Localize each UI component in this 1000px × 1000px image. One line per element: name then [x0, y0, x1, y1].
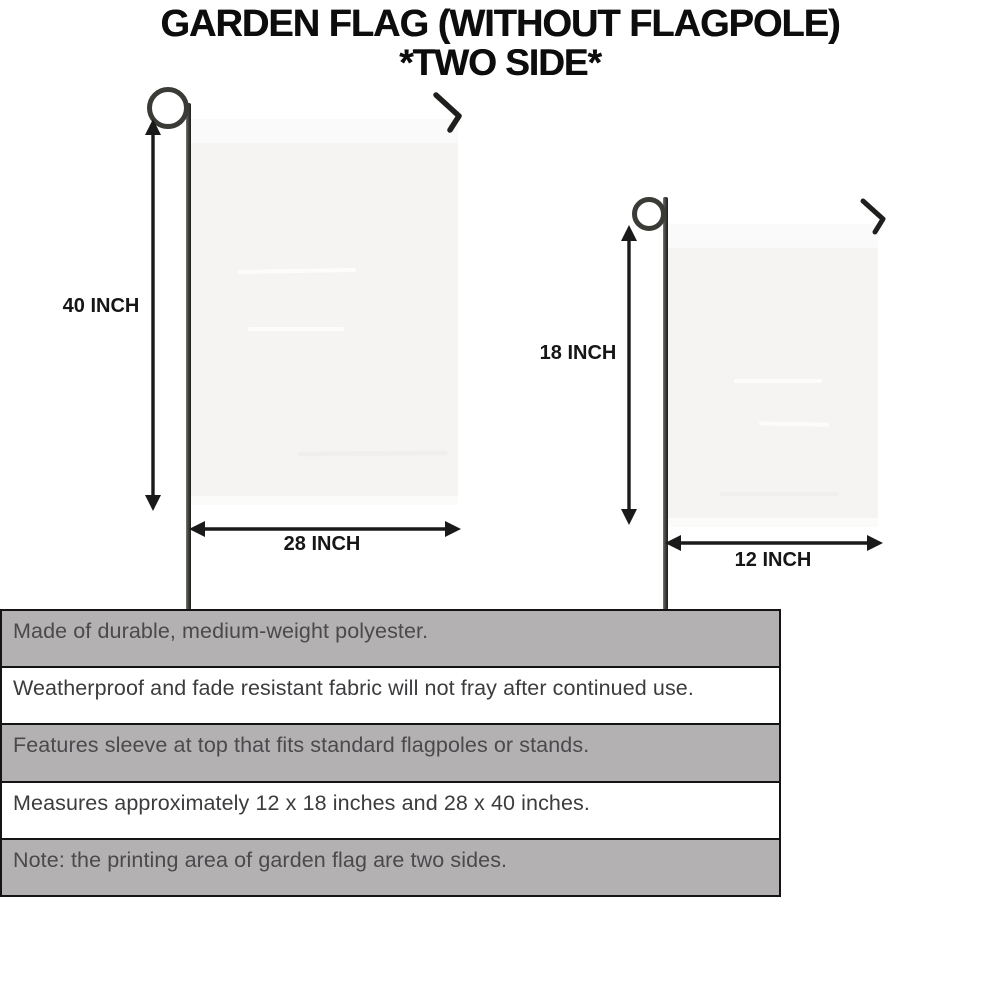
- feature-row: Note: the printing area of garden flag are two sides.: [2, 838, 779, 895]
- small-flag-sleeve: [664, 224, 878, 248]
- fabric-crease: [759, 421, 829, 426]
- fabric-crease: [298, 450, 448, 456]
- large-flag-width-label: 28 INCH: [283, 533, 361, 555]
- large-flag-hanger-hook-icon: [430, 90, 468, 136]
- page-title-line2: *TWO SIDE*: [399, 41, 601, 83]
- feature-table: [0, 609, 781, 897]
- page-title-line1: GARDEN FLAG (WITHOUT FLAGPOLE): [160, 3, 840, 45]
- small-flag-height-arrow: [617, 225, 641, 525]
- feature-row: Features sleeve at top that fits standard flagpoles or stands.: [2, 723, 779, 780]
- feature-row: Weatherproof and fade resistant fabric will not fray after continued use.: [2, 666, 779, 723]
- large-flag-sleeve: [190, 119, 458, 143]
- large-flag-height-label: 40 INCH: [62, 295, 140, 317]
- feature-row: Measures approximately 12 x 18 inches and 28 x 40 inches.: [2, 781, 779, 838]
- feature-row: Made of durable, medium-weight polyester.: [2, 611, 779, 666]
- fabric-crease: [248, 327, 344, 331]
- large-flag-hem: [190, 496, 458, 505]
- small-flag-fabric: [664, 224, 878, 527]
- page-title: [0, 5, 1000, 81]
- small-flag-hem: [664, 518, 878, 527]
- small-flag-width-label: 12 INCH: [734, 549, 812, 571]
- small-flag-hanger-hook-icon: [857, 196, 891, 238]
- fabric-crease: [719, 492, 839, 496]
- small-flag-height-label: 18 INCH: [539, 342, 617, 364]
- fabric-crease: [734, 379, 822, 383]
- large-flag-fabric: [190, 119, 458, 505]
- fabric-crease: [238, 268, 356, 274]
